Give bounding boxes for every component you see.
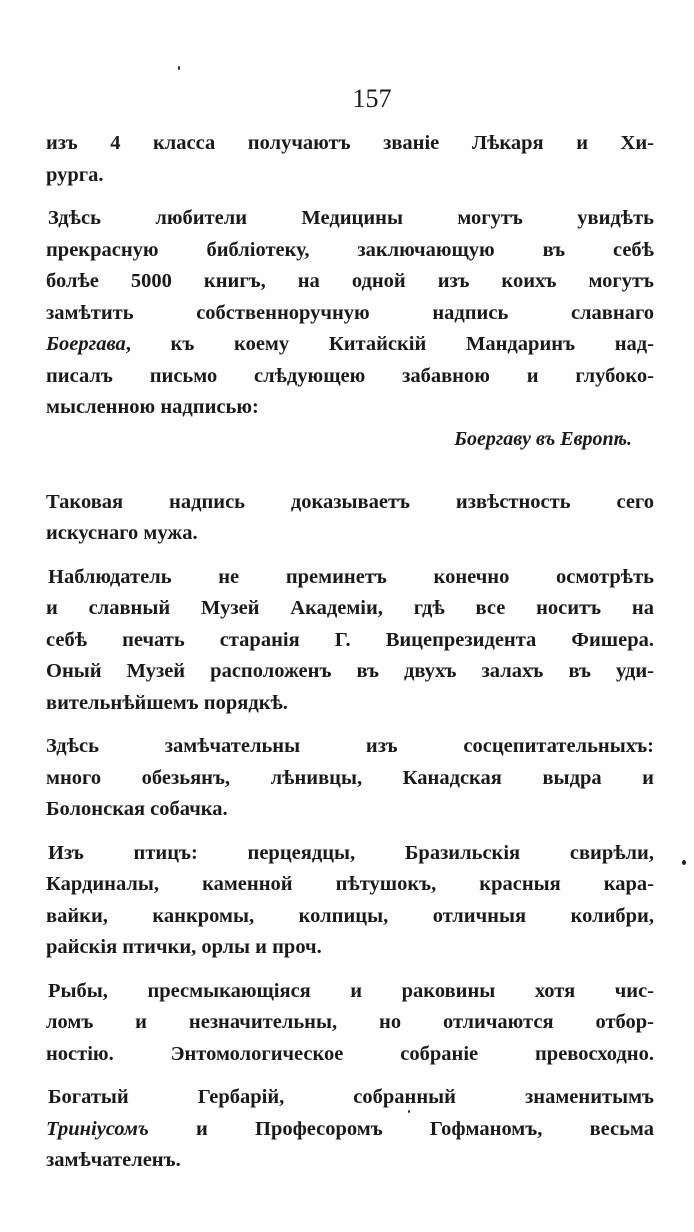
paper-speck: [408, 1110, 410, 1113]
paragraph-1: [46, 128, 654, 191]
text-line: прекрасную библіотеку, заключающую въ себѣ: [46, 238, 654, 261]
paragraph-4: [46, 562, 654, 720]
text-line: болѣе 5000 книгъ, на одной изъ коихъ могутъ: [46, 270, 654, 292]
body-text: [46, 128, 654, 1177]
text-line: себѣ печать старанія Г. Вицепрезидента Фишера.: [46, 628, 654, 651]
paragraph-5: [46, 731, 654, 826]
text-line: мысленною надписью:: [46, 396, 259, 418]
text-line: писалъ письмо слѣдующею забавною и глубоко-: [46, 364, 654, 387]
text-line: Богатый Гербарій, собранный знаменитымъ: [48, 1086, 654, 1108]
text-line: Рыбы, пресмыкающіяся и раковины хотя чис-: [48, 979, 654, 1002]
text-line: много обезьянъ, лѣнивцы, Канадская выдра и: [46, 766, 654, 789]
italic-name: Триніусомъ: [46, 1117, 149, 1140]
paragraph-2: [46, 203, 654, 424]
text-line: искуснаго мужа.: [46, 522, 198, 544]
text-line: Изъ птицъ: перцеядцы, Бразильскія свирѣли,: [48, 841, 654, 864]
italic-name: Боергава: [46, 333, 126, 355]
paragraph-8: [46, 1082, 654, 1177]
text-line: Оный Музей расположенъ въ двухъ залахъ въ уди-: [46, 660, 654, 682]
text-line: изъ 4 класса получаютъ званіе Лѣкаря и Хи-: [46, 132, 654, 154]
text-line: Таковая надпись доказываетъ извѣстность сего: [46, 490, 654, 513]
text-line: Здѣсь замѣчательны изъ сосцепитательныхъ:: [46, 735, 654, 757]
text-line: Боергава, къ коему Китайскій Мандаринъ над-: [46, 333, 654, 355]
text-line: и славный Музей Академіи, гдѣ все носитъ на: [46, 597, 654, 619]
inscription-signature: Боергаву въ Европѣ.: [454, 427, 632, 450]
text-line: вайки, канкромы, колпицы, отличныя колибри,: [46, 904, 654, 927]
text-line: райскія птички, орлы и проч.: [46, 936, 322, 958]
text-line: замѣтить собственноручную надпись славнаго: [46, 301, 654, 324]
paragraph-6: [46, 838, 654, 964]
text-line: Триніусомъ и Професоромъ Гофманомъ, весьма: [46, 1117, 654, 1140]
text-line: замѣчателенъ.: [46, 1149, 181, 1171]
text-line: Кардиналы, каменной пѣтушокъ, красныя кара-: [46, 873, 654, 895]
text-line: вительнѣйшемъ порядкѣ.: [46, 691, 288, 714]
text-line: рурга.: [46, 163, 104, 186]
paper-speck: [178, 66, 180, 70]
text-line: Здѣсь любители Медицины могутъ увидѣть: [48, 207, 654, 229]
paper-speck: [682, 860, 686, 865]
page-number: 157: [352, 84, 392, 113]
text-line: Наблюдатель не преминетъ конечно осмотрѣть: [48, 565, 654, 588]
paragraph-3: [46, 487, 654, 550]
paragraph-7: [46, 976, 654, 1071]
text-line: ностію. Энтомологическое собраніе превосходно.: [46, 1042, 654, 1065]
text-line: ломъ и незначительны, но отличаются отбор-: [46, 1011, 654, 1033]
text-line: Болонская собачка.: [46, 798, 228, 820]
